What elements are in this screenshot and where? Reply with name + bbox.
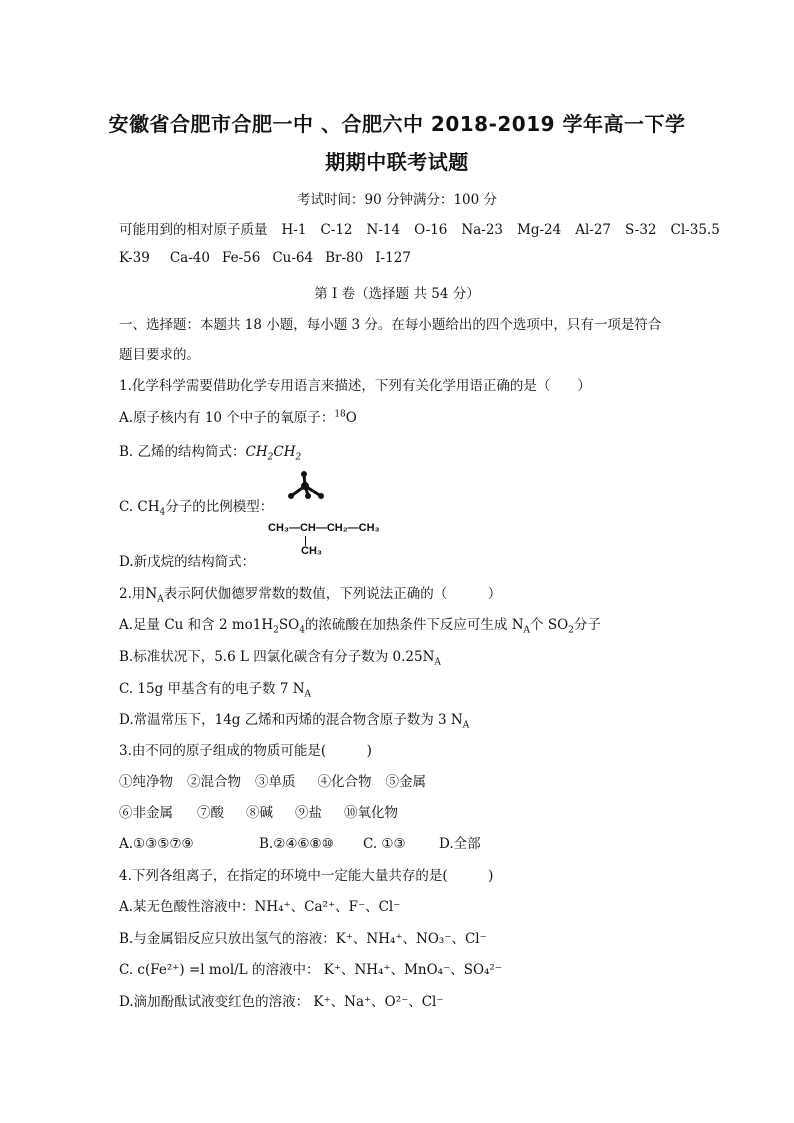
formula-subscript: A (462, 720, 470, 731)
atomic-mass-line1 (119, 218, 720, 238)
q2-stem-part: 2.用 (119, 586, 146, 602)
formula-subscript: A (304, 689, 312, 700)
formula-subscript: 2 (273, 625, 279, 636)
structure-main-chain: CH₃—CH—CH₂—CH₃ (268, 522, 380, 534)
text-part: C. 15g 甲基含有的电子数 7 N (119, 681, 305, 697)
formula-subscript: 2 (267, 452, 274, 463)
q4-option-a: A.某无色酸性溶液中：NH₄⁺、Ca²⁺、F⁻、Cl⁻ (119, 899, 401, 915)
q3-item: ⑨盐 (295, 805, 322, 821)
q1-option-c-prefix: C. CH (119, 499, 160, 515)
branch-group: CH₃ (301, 545, 322, 557)
q3-option-d: D.全部 (439, 836, 481, 852)
q1-option-c (119, 495, 274, 518)
atomic-mass-item: Cl-35.5 (670, 222, 720, 238)
atomic-mass-item: H-1 (281, 222, 307, 238)
q4-option-c: C. c(Fe²⁺) =l mol/L 的溶液中： K⁺、NH₄⁺、MnO₄⁻、SO₄²⁻ (119, 962, 502, 978)
q4-stem: 4.下列各组离子，在指定的环境中一定能大量共存的是( ) (119, 868, 494, 884)
atomic-mass-item: Na-23 (461, 222, 503, 238)
formula-subscript: 4 (159, 507, 166, 518)
formula-part: CH (273, 444, 296, 460)
formula-subscript: 2 (295, 452, 302, 463)
q2-stem (119, 582, 502, 605)
exam-title-line1: 安徽省合肥市合肥一中 、合肥六中 2018-2019 学年高一下学 (108, 112, 686, 136)
q1-option-a (119, 406, 357, 426)
q4-option-b: B.与金属铝反应只放出氢气的溶液：K⁺、NH₄⁺、NO₃⁻、Cl⁻ (119, 931, 487, 947)
q2-option-a (119, 613, 601, 636)
text-part: 的浓硫酸在加热条件下反应可生成 N (304, 617, 524, 633)
q2-stem-part: 表示阿伏伽德罗常数的数值，下列说法正确的（ ） (163, 586, 502, 602)
q2-option-d (119, 708, 470, 731)
q3-option-b: B.②④⑥⑧⑩ (259, 836, 334, 852)
section-intro-line1: 一、选择题：本题共 18 小题，每小题 3 分。在每小题给出的四个选项中，只有一项是符合 (119, 317, 662, 333)
ethylene-formula (245, 444, 302, 463)
text-part: SO (278, 617, 300, 633)
q3-item: ③单质 (255, 774, 296, 790)
exam-time: 考试时间：90 分钟满分：100 分 (296, 192, 498, 208)
q1-option-d: D.新戊烷的结构简式： (119, 554, 256, 570)
formula-subscript: 4 (299, 625, 305, 636)
q3-option-a: A.①③⑤⑦⑨ (119, 836, 194, 852)
atomic-mass-item: Fe-56 (221, 250, 261, 266)
atomic-mass-item: C-12 (320, 222, 353, 238)
atomic-mass-item: Ca-40 (169, 250, 210, 266)
q2-option-b (119, 645, 441, 668)
q3-item: ⑧碱 (246, 805, 273, 821)
neopentane-structure (268, 522, 380, 556)
q3-item: ⑩氧化物 (344, 805, 398, 821)
avogadro-symbol: N (145, 586, 158, 602)
q3-item: ①纯净物 (119, 774, 173, 790)
text-part: 个 SO (530, 617, 569, 633)
text-part: B.标准状况下，5.6 L 四氯化碳含有分子数为 0.25N (119, 649, 435, 665)
formula-subscript: A (523, 625, 531, 636)
q3-item: ⑤金属 (385, 774, 426, 790)
formula-subscript: A (157, 594, 164, 605)
q3-items-row1 (119, 770, 426, 790)
q3-items-row2 (119, 801, 398, 821)
q3-options (119, 832, 481, 852)
q3-option-c: C. ①③ (363, 836, 406, 852)
atomic-mass-item: Cu-64 (272, 250, 314, 266)
q3-item: ⑦酸 (197, 805, 224, 821)
atomic-mass-item: Mg-24 (517, 222, 562, 238)
atomic-mass-item: O-16 (414, 222, 448, 238)
element-symbol: O (345, 410, 357, 426)
q1-option-c-suffix: 分子的比例模型： (165, 499, 274, 515)
formula-subscript: A (434, 657, 441, 668)
formula-subscript: 2 (568, 625, 574, 636)
section-title: 第 I 卷（选择题 共 54 分） (314, 286, 480, 302)
atomic-mass-item: Al-27 (575, 222, 612, 238)
atomic-mass-label: 可能用到的相对原子质量 (119, 222, 268, 238)
atomic-mass-item: K-39 (119, 250, 150, 266)
q1-option-b (119, 440, 302, 463)
q1-stem: 1.化学科学需要借助化学专用语言来描述，下列有关化学用语正确的是（ ） (119, 378, 591, 394)
mass-number: 18 (334, 409, 346, 420)
section-intro-line2: 题目要求的。 (119, 347, 200, 363)
ball-stick-model-image (283, 470, 331, 506)
structure-branch (268, 534, 380, 556)
q4-option-d: D.滴加酚酞试液变红色的溶液： K⁺、Na⁺、O²⁻、Cl⁻ (119, 994, 444, 1010)
atomic-mass-item: N-14 (366, 222, 401, 238)
q3-item: ②混合物 (187, 774, 241, 790)
text-part: 分子 (573, 617, 601, 633)
atomic-mass-item: Br-80 (325, 250, 364, 266)
atomic-mass-line2 (119, 250, 411, 266)
q1-option-b-text: B. 乙烯的结构简式： (119, 444, 246, 460)
formula-part: CH (245, 444, 268, 460)
atomic-mass-item: I-127 (375, 250, 411, 266)
exam-title-line2: 期期中联考试题 (325, 150, 469, 174)
q3-stem: 3.由不同的原子组成的物质可能是( ) (119, 743, 372, 759)
q3-item: ⑥非金属 (119, 805, 173, 821)
q1-option-a-text: A.原子核内有 10 个中子的氧原子： (119, 410, 335, 426)
q2-option-c (119, 677, 312, 700)
text-part: A.足量 Cu 和含 2 mo1H (119, 617, 274, 633)
atomic-mass-item: S-32 (625, 222, 657, 238)
q3-item: ④化合物 (317, 774, 372, 790)
text-part: D.常温常压下，14g 乙烯和丙烯的混合物含原子数为 3 N (119, 712, 463, 728)
